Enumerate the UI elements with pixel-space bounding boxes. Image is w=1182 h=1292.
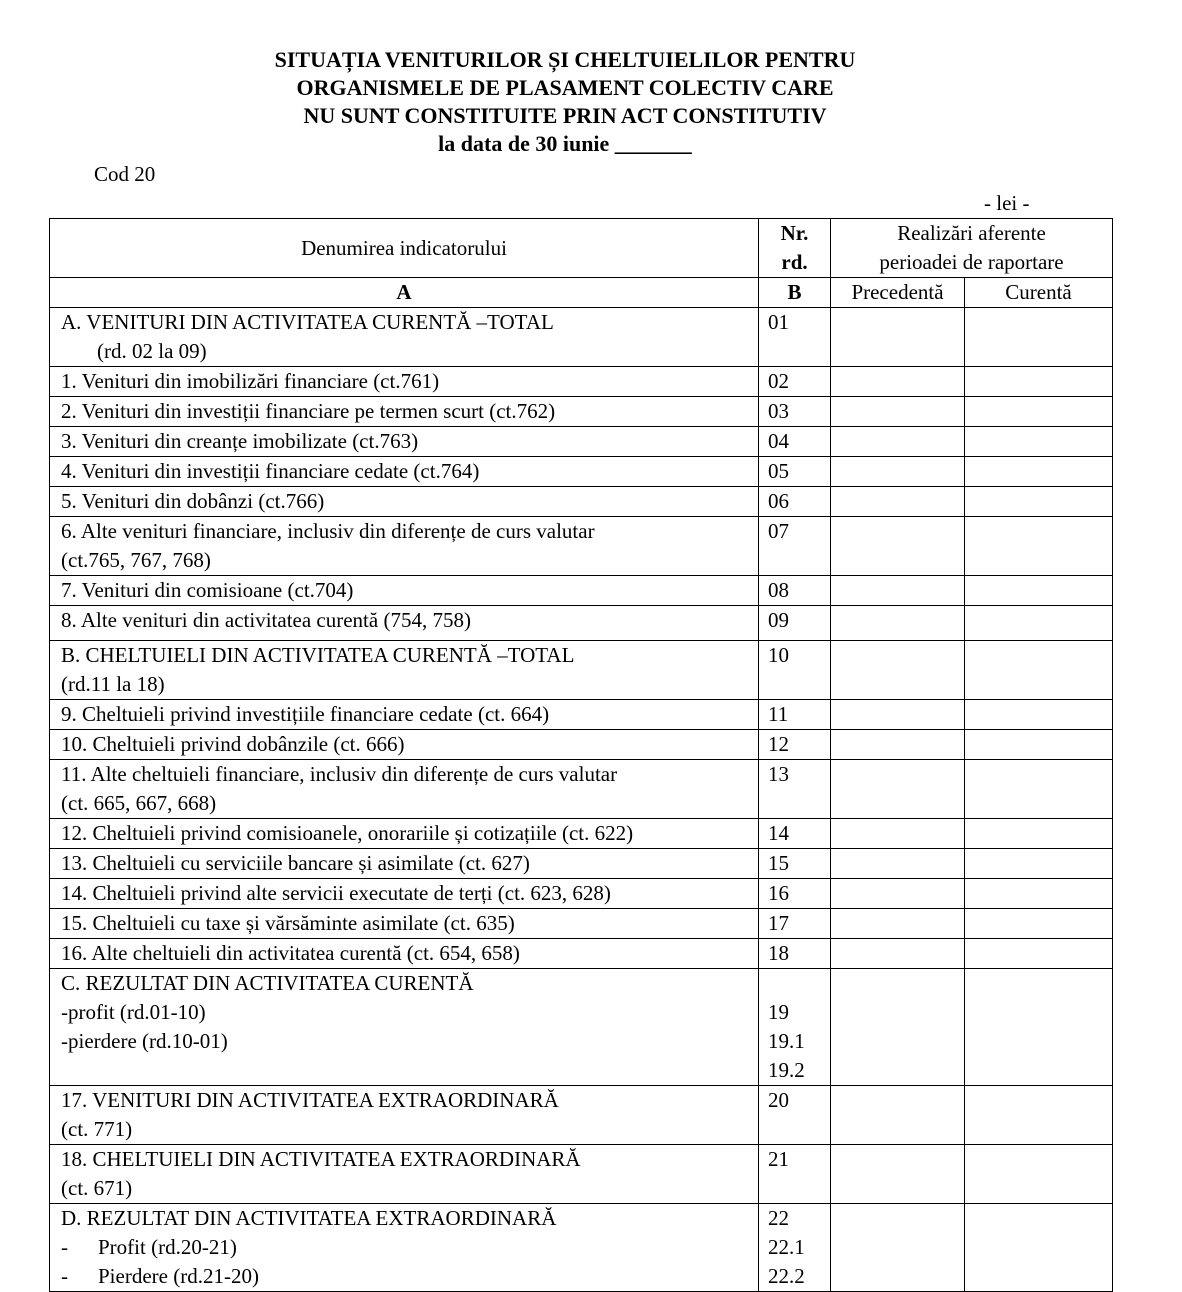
row-number: 02 (759, 367, 831, 397)
value-precedenta[interactable] (831, 819, 965, 849)
row-label: 2. Venituri din investiții financiare pe termen scurt (ct.762) (50, 397, 759, 427)
value-curenta[interactable] (965, 730, 1113, 760)
row-label: A. VENITURI DIN ACTIVITATEA CURENTĂ –TOTAL (61, 310, 554, 334)
value-precedenta[interactable] (831, 457, 965, 487)
row-label: 13. Cheltuieli cu serviciile bancare și asimilate (ct. 627) (50, 849, 759, 879)
row-number: 07 (759, 517, 831, 576)
value-precedenta[interactable] (831, 606, 965, 641)
row-label: B. CHELTUIELI DIN ACTIVITATEA CURENTĂ –TOTAL (61, 643, 575, 667)
row-number: 10 (759, 641, 831, 700)
value-curenta[interactable] (965, 606, 1113, 641)
row-number: 05 (759, 457, 831, 487)
row-number: 06 (759, 487, 831, 517)
row-label: 11. Alte cheltuieli financiare, inclusiv din diferențe de curs valutar (61, 762, 618, 786)
row-number: 15 (759, 849, 831, 879)
table-row (50, 849, 1113, 879)
title-line-1: SITUAȚIA VENITURILOR ȘI CHELTUIELILOR PENTRU (274, 47, 856, 72)
table-row (50, 1086, 1113, 1145)
row-number: 04 (759, 427, 831, 457)
row-sublabel: - Pierdere (rd.21-20) (61, 1264, 259, 1288)
row-sublabel: -pierdere (rd.10-01) (61, 1029, 228, 1053)
value-curenta[interactable] (965, 308, 1113, 367)
title-line-3: NU SUNT CONSTITUITE PRIN ACT CONSTITUTIV (303, 103, 827, 128)
value-curenta[interactable] (965, 700, 1113, 730)
row-sublabel: (ct. 665, 667, 668) (61, 791, 217, 815)
table-row (50, 879, 1113, 909)
row-sublabel: (ct. 771) (61, 1117, 133, 1141)
row-number: 01 (759, 308, 831, 367)
value-precedenta[interactable] (831, 576, 965, 606)
value-curenta[interactable] (965, 879, 1113, 909)
table-row (50, 641, 1113, 700)
value-curenta[interactable] (965, 397, 1113, 427)
header-col-a: A (50, 278, 759, 308)
income-expense-table (49, 218, 1113, 1292)
row-label: C. REZULTAT DIN ACTIVITATEA CURENTĂ (61, 971, 474, 995)
row-label: D. REZULTAT DIN ACTIVITATEA EXTRAORDINARĂ (61, 1206, 557, 1230)
value-curenta[interactable] (965, 641, 1113, 700)
value-precedenta[interactable] (831, 308, 965, 367)
value-precedenta[interactable] (831, 939, 965, 969)
value-curenta[interactable] (965, 939, 1113, 969)
header-precedenta: Precedentă (831, 278, 965, 308)
table-row (50, 397, 1113, 427)
row-sublabel: (rd. 02 la 09) (97, 339, 207, 363)
row-label: 3. Venituri din creanțe imobilizate (ct.763) (50, 427, 759, 457)
row-sublabel: -profit (rd.01-10) (61, 1000, 206, 1024)
table-row (50, 487, 1113, 517)
table-row (50, 367, 1113, 397)
value-precedenta[interactable] (831, 641, 965, 700)
row-sublabel: (ct. 671) (61, 1176, 133, 1200)
row-number: 17 (759, 909, 831, 939)
header-row (50, 219, 1113, 278)
value-curenta[interactable] (965, 760, 1113, 819)
table-row (50, 606, 1113, 641)
header-curenta: Curentă (965, 278, 1113, 308)
row-sublabel: - Profit (rd.20-21) (61, 1235, 237, 1259)
currency-unit: - lei - (984, 191, 1030, 215)
row-number: 12 (759, 730, 831, 760)
form-code: Cod 20 (94, 162, 156, 186)
row-number: 08 (759, 576, 831, 606)
table-row (50, 576, 1113, 606)
value-precedenta[interactable] (831, 1086, 965, 1145)
value-curenta[interactable] (965, 367, 1113, 397)
value-curenta[interactable] (965, 849, 1113, 879)
value-precedenta[interactable] (831, 427, 965, 457)
value-precedenta[interactable] (831, 1145, 965, 1204)
table-row (50, 760, 1113, 819)
value-curenta[interactable] (965, 1145, 1113, 1204)
value-curenta[interactable] (965, 1204, 1113, 1292)
header-indicator-name: Denumirea indicatorului (50, 219, 759, 278)
value-curenta[interactable] (965, 819, 1113, 849)
title-line-4: la data de 30 iunie _______ (438, 131, 692, 156)
row-number: 19 19.1 19.2 (759, 969, 831, 1086)
value-precedenta[interactable] (831, 909, 965, 939)
table-row (50, 969, 1113, 1086)
document-title (0, 46, 1130, 158)
header-subrow (50, 278, 1113, 308)
table-row (50, 457, 1113, 487)
value-precedenta[interactable] (831, 700, 965, 730)
row-number: 16 (759, 879, 831, 909)
header-realizari: Realizări aferente perioadei de raportare (831, 219, 1113, 278)
table-row (50, 517, 1113, 576)
title-line-2: ORGANISMELE DE PLASAMENT COLECTIV CARE (296, 75, 834, 100)
value-precedenta[interactable] (831, 1204, 965, 1292)
value-curenta[interactable] (965, 517, 1113, 576)
row-number: 18 (759, 939, 831, 969)
value-precedenta[interactable] (831, 760, 965, 819)
value-precedenta[interactable] (831, 879, 965, 909)
row-label: 14. Cheltuieli privind alte servicii executate de terți (ct. 623, 628) (50, 879, 759, 909)
row-label: 10. Cheltuieli privind dobânzile (ct. 666) (50, 730, 759, 760)
row-label: 15. Cheltuieli cu taxe și vărsăminte asimilate (ct. 635) (50, 909, 759, 939)
row-label: 18. CHELTUIELI DIN ACTIVITATEA EXTRAORDINARĂ (61, 1147, 581, 1171)
value-precedenta[interactable] (831, 367, 965, 397)
row-number: 14 (759, 819, 831, 849)
value-precedenta[interactable] (831, 487, 965, 517)
row-number: 21 (759, 1145, 831, 1204)
table-row (50, 909, 1113, 939)
row-number: 11 (759, 700, 831, 730)
row-label: 5. Venituri din dobânzi (ct.766) (50, 487, 759, 517)
table-row (50, 1204, 1113, 1292)
row-number: 03 (759, 397, 831, 427)
row-label: 12. Cheltuieli privind comisioanele, onorariile și cotizațiile (ct. 622) (50, 819, 759, 849)
value-precedenta[interactable] (831, 969, 965, 1086)
table-row (50, 427, 1113, 457)
row-sublabel: (rd.11 la 18) (61, 672, 165, 696)
row-label: 4. Venituri din investiții financiare cedate (ct.764) (50, 457, 759, 487)
value-precedenta[interactable] (831, 730, 965, 760)
value-curenta[interactable] (965, 969, 1113, 1086)
value-curenta[interactable] (965, 576, 1113, 606)
table-row (50, 308, 1113, 367)
row-number: 13 (759, 760, 831, 819)
table-row (50, 939, 1113, 969)
header-col-b: B (759, 278, 831, 308)
table-row (50, 700, 1113, 730)
value-curenta[interactable] (965, 427, 1113, 457)
value-precedenta[interactable] (831, 849, 965, 879)
value-precedenta[interactable] (831, 517, 965, 576)
table-row (50, 730, 1113, 760)
header-row-number: Nr. rd. (759, 219, 831, 278)
value-curenta[interactable] (965, 487, 1113, 517)
row-label: 6. Alte venituri financiare, inclusiv din diferențe de curs valutar (61, 519, 595, 543)
value-curenta[interactable] (965, 457, 1113, 487)
value-curenta[interactable] (965, 1086, 1113, 1145)
row-number: 22 22.1 22.2 (759, 1204, 831, 1292)
row-label: 7. Venituri din comisioane (ct.704) (50, 576, 759, 606)
value-precedenta[interactable] (831, 397, 965, 427)
value-curenta[interactable] (965, 909, 1113, 939)
row-number: 20 (759, 1086, 831, 1145)
row-label: 8. Alte venituri din activitatea curentă (754, 758) (50, 606, 759, 641)
row-sublabel: (ct.765, 767, 768) (61, 548, 211, 572)
row-label: 1. Venituri din imobilizări financiare (ct.761) (50, 367, 759, 397)
row-label: 17. VENITURI DIN ACTIVITATEA EXTRAORDINARĂ (61, 1088, 559, 1112)
row-label: 9. Cheltuieli privind investițiile financiare cedate (ct. 664) (50, 700, 759, 730)
row-label: 16. Alte cheltuieli din activitatea curentă (ct. 654, 658) (50, 939, 759, 969)
table-row (50, 819, 1113, 849)
table-row (50, 1145, 1113, 1204)
row-number: 09 (759, 606, 831, 641)
